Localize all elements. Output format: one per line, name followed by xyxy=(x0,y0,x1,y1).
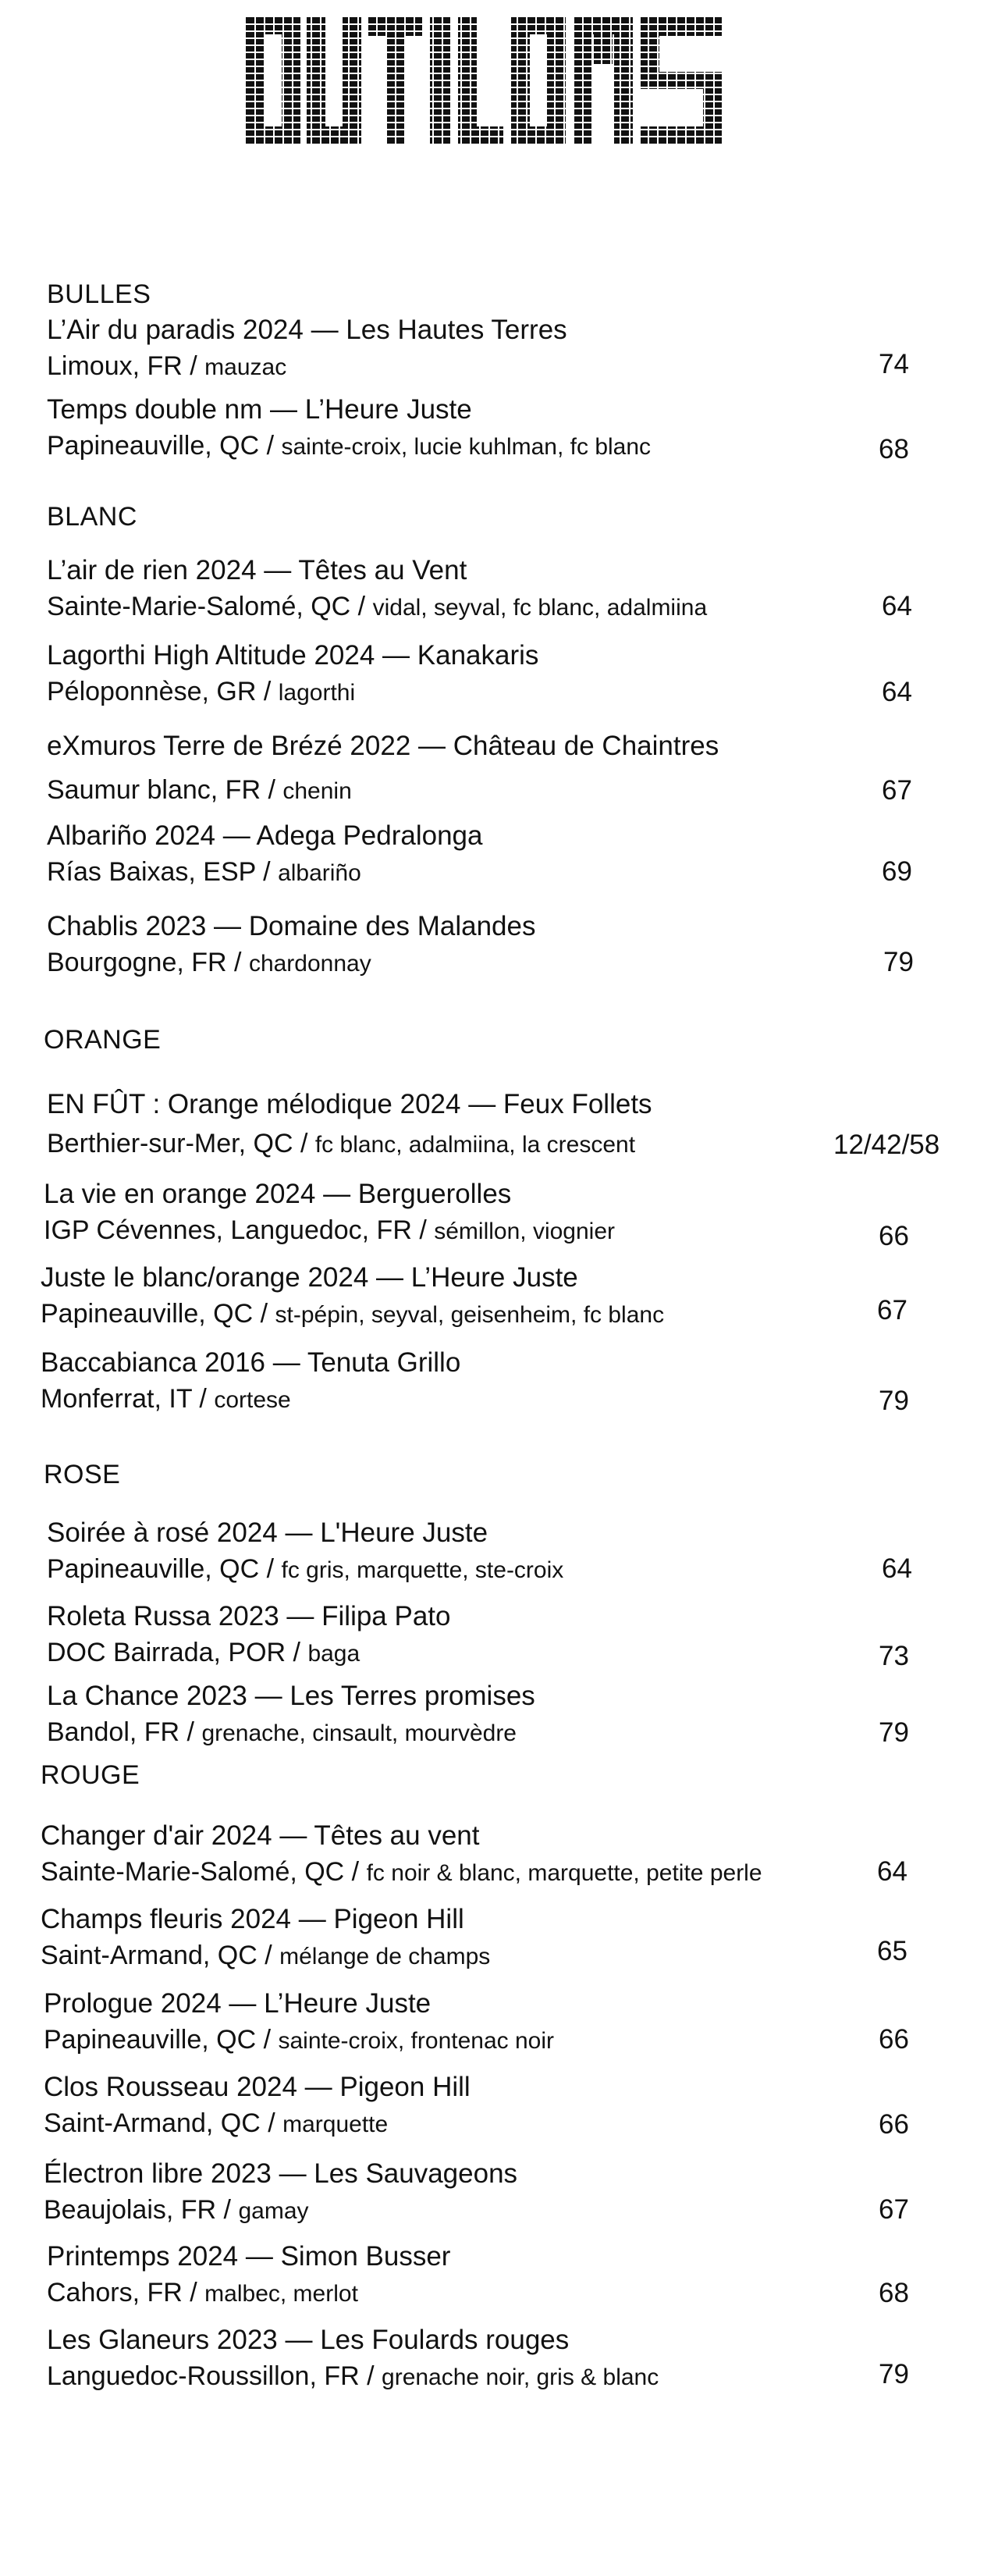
wine-price: 67 xyxy=(879,2194,909,2225)
wine-region: Beaujolais, FR / xyxy=(44,2195,231,2225)
wine-entry xyxy=(44,1180,615,1244)
wine-name: Électron libre 2023 — Les Sauvageons xyxy=(44,2158,518,2189)
wine-price: 79 xyxy=(879,2359,909,2389)
wine-name: Chablis 2023 — Domaine des Malandes xyxy=(47,911,536,941)
wine-entry xyxy=(47,1603,451,1666)
wine-entry xyxy=(41,1905,490,1969)
wine-name: EN FÛT : Orange mélodique 2024 — Feux Follets xyxy=(47,1089,652,1119)
wine-price: 66 xyxy=(879,1221,909,1251)
wine-region: Cahors, FR / xyxy=(47,2278,197,2307)
wine-grapes: baga xyxy=(307,1641,360,1667)
wine-entry xyxy=(41,1349,460,1412)
wine-price: 64 xyxy=(877,1856,907,1887)
wine-price: 64 xyxy=(882,591,912,621)
wine-entry xyxy=(41,1822,762,1885)
wine-name: Juste le blanc/orange 2024 — L’Heure Juste xyxy=(41,1262,578,1293)
wine-name: La Chance 2023 — Les Terres promises xyxy=(47,1681,535,1711)
wine-name: L’Air du paradis 2024 — Les Hautes Terres xyxy=(47,315,567,345)
wine-price: 66 xyxy=(879,2109,909,2140)
wine-entry xyxy=(47,1519,563,1582)
section-title-rouge: ROUGE xyxy=(41,1760,140,1790)
wine-price: 74 xyxy=(879,349,909,379)
wine-grapes: sainte-croix, lucie kuhlman, fc blanc xyxy=(281,434,652,460)
wine-region: Papineauville, QC / xyxy=(41,1299,268,1329)
wine-entry xyxy=(47,1682,535,1745)
wine-name: Roleta Russa 2023 — Filipa Pato xyxy=(47,1601,451,1631)
wine-price: 67 xyxy=(877,1295,907,1325)
wine-entry xyxy=(41,1264,664,1327)
wine-grapes: fc noir & blanc, marquette, petite perle xyxy=(366,1860,762,1886)
wine-region: Sainte-Marie-Salomé, QC / xyxy=(41,1857,360,1887)
wine-grapes: mauzac xyxy=(204,354,287,380)
section-title-orange: ORANGE xyxy=(44,1025,162,1055)
wine-grapes: mélange de champs xyxy=(279,1944,491,1969)
wine-grapes: sémillon, viognier xyxy=(434,1219,616,1244)
section-title-blanc: BLANC xyxy=(47,502,137,532)
wine-region: Saint-Armand, QC / xyxy=(44,2108,275,2138)
wine-price: 79 xyxy=(879,1386,909,1416)
wine-region: Péloponnèse, GR / xyxy=(47,677,272,706)
wine-name: Champs fleuris 2024 — Pigeon Hill xyxy=(41,1904,464,1934)
wine-grapes: gamay xyxy=(238,2198,309,2224)
wine-entry xyxy=(47,2326,659,2389)
wine-price: 64 xyxy=(882,677,912,707)
wine-entry xyxy=(47,642,538,705)
wine-name: Prologue 2024 — L’Heure Juste xyxy=(44,1988,432,2019)
wine-name: L’air de rien 2024 — Têtes au Vent xyxy=(47,555,467,585)
wine-grapes: marquette xyxy=(282,2112,389,2137)
section-title-bulles: BULLES xyxy=(47,279,151,309)
wine-name: Printemps 2024 — Simon Busser xyxy=(47,2241,451,2272)
wine-grapes: grenache, cinsault, mourvèdre xyxy=(201,1720,517,1746)
wine-region: Rías Baixas, ESP / xyxy=(47,857,271,887)
wine-grapes: fc gris, marquette, ste-croix xyxy=(281,1557,564,1583)
wine-grapes: malbec, merlot xyxy=(204,2281,358,2307)
wine-name: Soirée à rosé 2024 — L'Heure Juste xyxy=(47,1517,488,1548)
wine-price: 68 xyxy=(879,434,909,464)
wine-region: Saumur blanc, FR / xyxy=(47,775,275,805)
wine-region: IGP Cévennes, Languedoc, FR / xyxy=(44,1215,427,1245)
wine-region: Sainte-Marie-Salomé, QC / xyxy=(47,592,366,621)
wine-region: Bandol, FR / xyxy=(47,1717,194,1747)
wine-price: 79 xyxy=(879,1717,909,1748)
wine-grapes: albariño xyxy=(278,860,361,886)
wine-price: 79 xyxy=(883,947,914,977)
wine-region: Monferrat, IT / xyxy=(41,1384,207,1414)
wine-entry xyxy=(47,2243,450,2306)
wine-price: 12/42/58 xyxy=(833,1130,940,1160)
wine-region: Languedoc-Roussillon, FR / xyxy=(47,2361,375,2391)
wine-region: Bourgogne, FR / xyxy=(47,948,242,977)
wine-name: Temps double nm — L’Heure Juste xyxy=(47,394,472,425)
wine-region: Papineauville, QC / xyxy=(44,2025,272,2055)
wine-price: 66 xyxy=(879,2024,909,2055)
wine-price: 64 xyxy=(882,1553,912,1584)
wine-entry xyxy=(47,316,567,379)
wine-entry xyxy=(44,2073,471,2137)
wine-name: eXmuros Terre de Brézé 2022 — Château de Chaintres xyxy=(47,731,719,761)
wine-grapes: cortese xyxy=(214,1387,291,1413)
wine-price: 73 xyxy=(879,1641,909,1671)
section-title-rose: ROSE xyxy=(44,1460,121,1489)
wine-name: Changer d'air 2024 — Têtes au vent xyxy=(41,1820,480,1851)
wine-grapes: st-pépin, seyval, geisenheim, fc blanc xyxy=(275,1302,665,1328)
wine-entry xyxy=(47,732,719,803)
wine-price: 68 xyxy=(879,2278,909,2308)
wine-name: Lagorthi High Altitude 2024 — Kanakaris xyxy=(47,640,539,671)
wine-region: Saint-Armand, QC / xyxy=(41,1941,272,1970)
wine-entry xyxy=(47,1091,652,1157)
wine-entry xyxy=(47,913,535,976)
wine-price: 65 xyxy=(877,1936,907,1966)
wine-region: DOC Bairrada, POR / xyxy=(47,1638,300,1667)
wine-grapes: fc blanc, adalmiina, la crescent xyxy=(314,1132,636,1158)
wine-grapes: chenin xyxy=(282,778,352,804)
wine-region: Limoux, FR / xyxy=(47,351,197,381)
wine-entry xyxy=(47,822,482,885)
wine-name: Albariño 2024 — Adega Pedralonga xyxy=(47,820,483,851)
wine-region: Berthier-sur-Mer, QC / xyxy=(47,1129,308,1158)
wine-price: 69 xyxy=(882,856,912,887)
wine-entry xyxy=(47,557,707,620)
wine-entry xyxy=(44,2160,517,2223)
wine-grapes: lagorthi xyxy=(278,680,356,706)
brand-logo xyxy=(246,17,723,144)
wine-name: Les Glaneurs 2023 — Les Foulards rouges xyxy=(47,2325,570,2355)
wine-grapes: vidal, seyval, fc blanc, adalmiina xyxy=(372,595,708,621)
wine-grapes: chardonnay xyxy=(248,951,371,977)
wine-grapes: grenache noir, gris & blanc xyxy=(382,2364,659,2390)
wine-name: Baccabianca 2016 — Tenuta Grillo xyxy=(41,1347,461,1378)
wine-name: Clos Rousseau 2024 — Pigeon Hill xyxy=(44,2072,471,2102)
wine-entry xyxy=(44,1990,554,2053)
wine-region: Papineauville, QC / xyxy=(47,1554,275,1584)
wine-region: Papineauville, QC / xyxy=(47,431,275,461)
wine-entry xyxy=(47,396,651,459)
wine-grapes: sainte-croix, frontenac noir xyxy=(278,2028,554,2054)
wine-price: 67 xyxy=(882,775,912,806)
wine-name: La vie en orange 2024 — Berguerolles xyxy=(44,1179,512,1209)
